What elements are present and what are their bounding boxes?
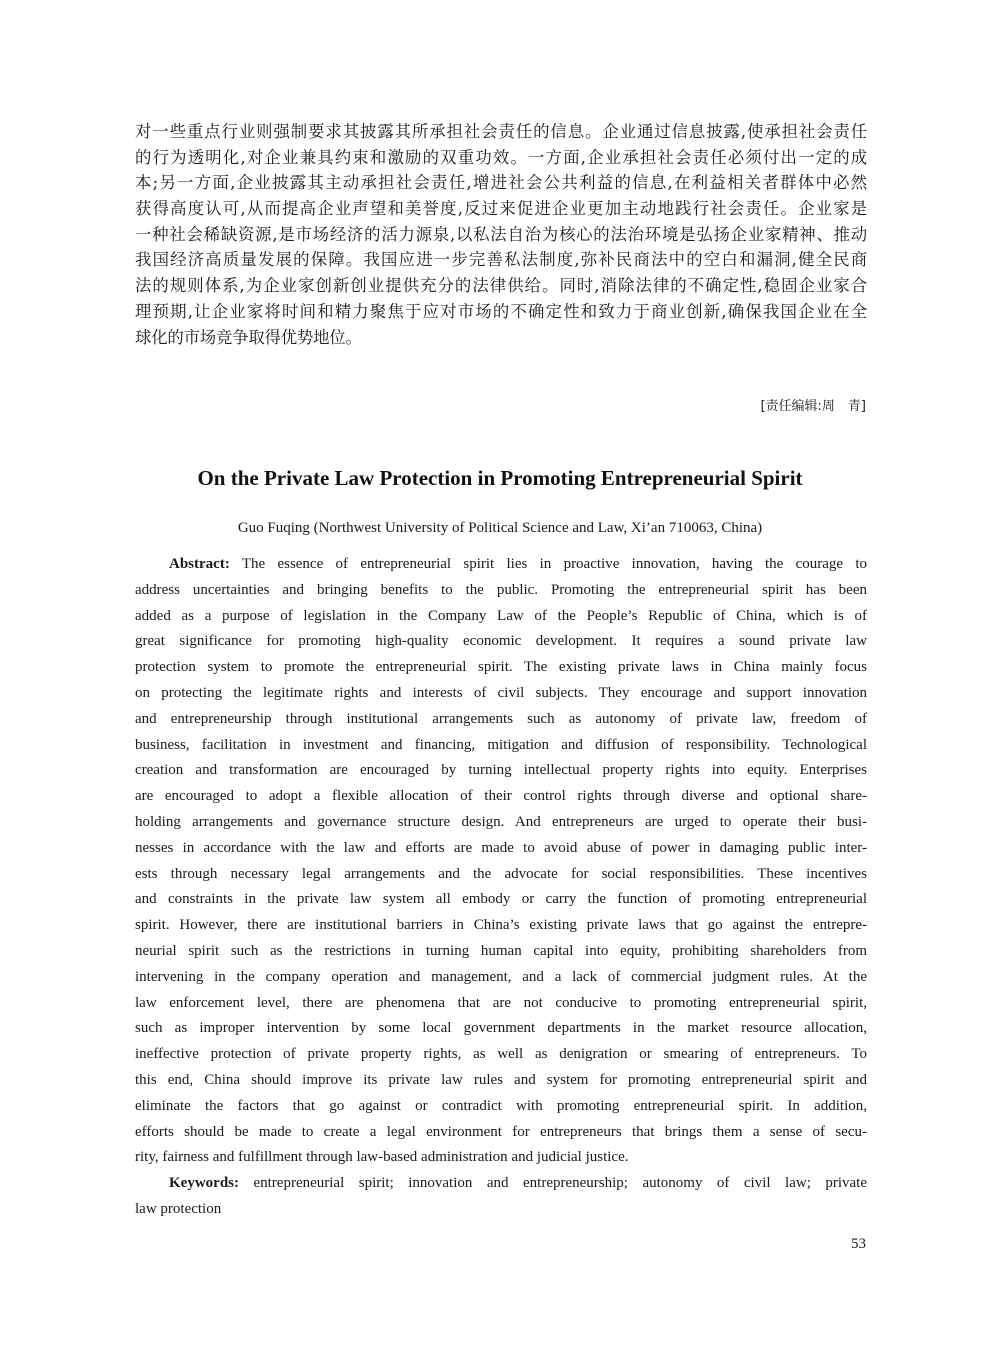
page-number: 53 <box>851 1236 866 1252</box>
abstract-line: added as a purpose of legislation in the Company Law of the People’s Republic of China, which is of <box>135 607 867 624</box>
abstract-line: efforts should be made to create a legal environment for entrepreneurs that brings them a sense of secu- <box>135 1123 867 1140</box>
english-title: On the Private Law Protection in Promoting Entrepreneurial Spirit <box>197 466 803 490</box>
abstract-line: spirit. However, there are institutional barriers in China’s existing private laws that go against the entrepre- <box>135 917 867 934</box>
abstract-line: intervening in the company operation and management, and a lack of commercial judgment rules. At the <box>135 968 867 985</box>
chinese-text-line: 球化的市场竞争取得优势地位。 <box>135 327 362 347</box>
abstract-line: law enforcement level, there are phenomena that are not conducive to promoting entrepreneurial spirit, <box>135 994 867 1011</box>
abstract-line: holding arrangements and governance structure design. And entrepreneurs are urged to operate their busi- <box>135 813 867 830</box>
keywords-text: entrepreneurial spirit; innovation and entrepreneurship; autonomy of civil law; private <box>239 1175 867 1192</box>
chinese-text-line: 的行为透明化,对企业兼具约束和激励的双重功效。一方面,企业承担社会责任必须付出一定的成 <box>135 147 867 167</box>
abstract-line: creation and transformation are encouraged by turning intellectual property rights into equity. Enterprises <box>135 762 867 779</box>
author-affiliation: Guo Fuqing (Northwest University of Political Science and Law, Xi’an 710063, China) <box>237 520 763 536</box>
chinese-text-line: 一种社会稀缺资源,是市场经济的活力源泉,以私法自治为核心的法治环境是弘扬企业家精神、推动 <box>135 224 867 244</box>
chinese-text-line: 我国经济高质量发展的保障。我国应进一步完善私法制度,弥补民商法中的空白和漏洞,健全民商 <box>135 250 867 270</box>
abstract-line: rity, fairness and fulfillment through law-based administration and judicial justice. <box>135 1149 629 1166</box>
abstract-line: and entrepreneurship through institutional arrangements such as autonomy of private law, freedom of <box>135 710 867 727</box>
chinese-text-line: 对一些重点行业则强制要求其披露其所承担社会责任的信息。企业通过信息披露,使承担社会责任 <box>135 122 867 141</box>
abstract-line: address uncertainties and bringing benefits to the public. Promoting the entrepreneurial spirit has been <box>135 581 867 598</box>
chinese-text-line: 获得高度认可,从而提高企业声望和美誉度,反过来促进企业更加主动地践行社会责任。企业家是 <box>135 199 867 219</box>
responsible-editor-note: [责任编辑:周 青] <box>760 399 866 414</box>
abstract-line: neurial spirit such as the restrictions in turning human capital into equity, prohibiting shareholders from <box>135 942 867 959</box>
abstract-line: great significance for promoting high-quality economic development. It requires a sound private law <box>135 633 867 650</box>
abstract-line: business, facilitation in investment and financing, mitigation and diffusion of responsibility. Technological <box>135 736 867 753</box>
keywords-line: law protection <box>135 1200 222 1217</box>
abstract-label: Abstract: <box>169 556 230 572</box>
chinese-paragraph <box>135 119 867 350</box>
abstract-line: protection system to promote the entrepreneurial spirit. The existing private laws in China mainly focus <box>135 659 867 676</box>
chinese-text-line: 法的规则体系,为企业家创新创业提供充分的法律供给。同时,消除法律的不确定性,稳固企业家合 <box>135 276 867 296</box>
chinese-text-line: 本;另一方面,企业披露其主动承担社会责任,增进社会公共利益的信息,在利益相关者群体中必然 <box>135 173 867 193</box>
abstract-text: The essence of entrepreneurial spirit lies in proactive innovation, having the courage to <box>229 556 867 572</box>
abstract-line: ineffective protection of private property rights, as well as denigration or smearing of entrepreneurs. To <box>135 1046 867 1063</box>
abstract-line: nesses in accordance with the law and efforts are made to avoid abuse of power in damaging public inter- <box>135 839 867 856</box>
abstract-line: and constraints in the private law system all embody or carry the function of promoting entrepreneurial <box>135 891 867 908</box>
keywords-line <box>135 1171 867 1197</box>
chinese-text-line: 理预期,让企业家将时间和精力聚焦于应对市场的不确定性和致力于商业创新,确保我国企业在全 <box>135 301 867 321</box>
keywords-label: Keywords: <box>169 1175 239 1192</box>
abstract-line: such as improper intervention by some local government departments in the market resource allocation, <box>135 1020 867 1037</box>
abstract-line: on protecting the legitimate rights and interests of civil subjects. They encourage and support innovation <box>135 684 867 701</box>
abstract-line: are encouraged to adopt a flexible allocation of their control rights through diverse and optional share- <box>135 788 867 805</box>
english-abstract <box>135 552 867 1223</box>
abstract-line <box>135 552 867 578</box>
abstract-line: ests through necessary legal arrangements and the advocate for social responsibilities. These incentives <box>135 865 867 882</box>
abstract-line: this end, China should improve its private law rules and system for promoting entrepreneurial spirit and <box>135 1071 867 1088</box>
abstract-line: eliminate the factors that go against or contradict with promoting entrepreneurial spirit. In addition, <box>135 1097 867 1114</box>
